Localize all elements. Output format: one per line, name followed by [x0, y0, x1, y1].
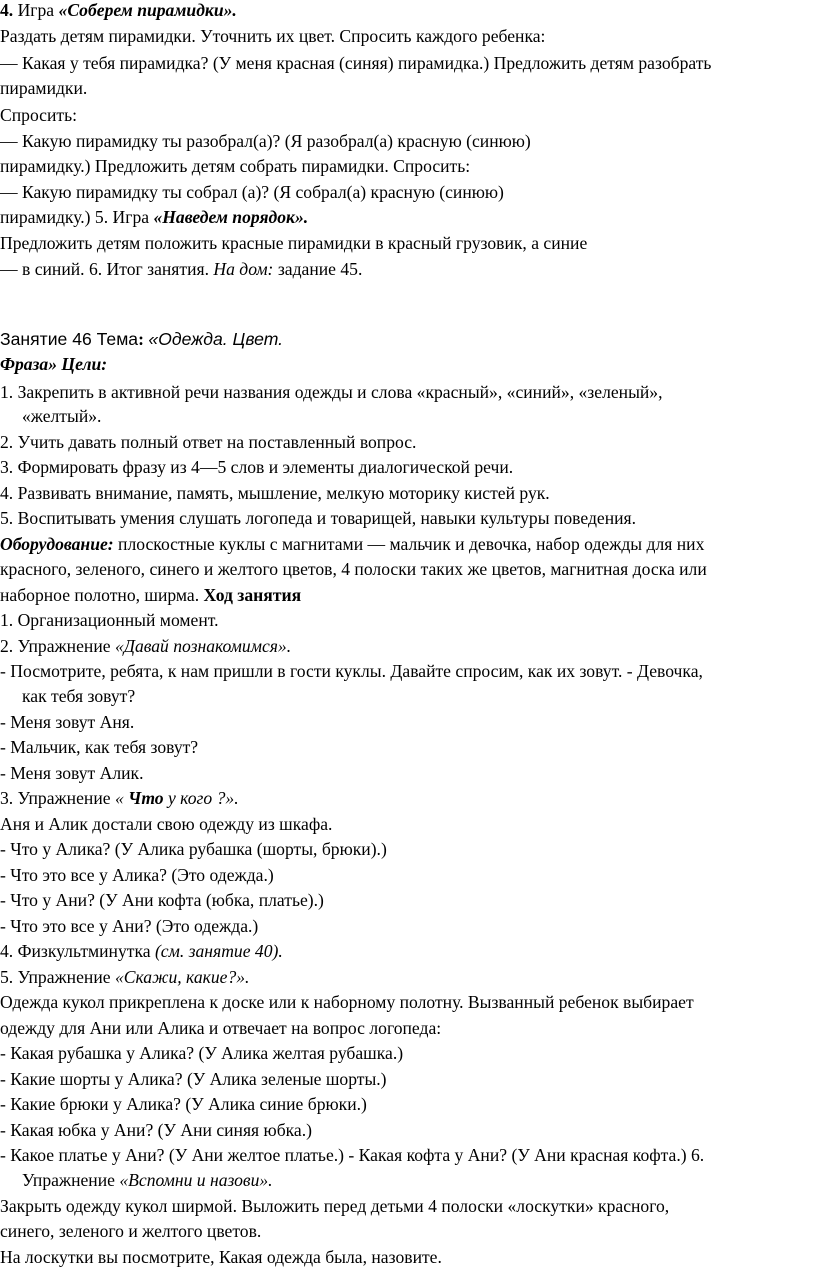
goal-item-4: 4. Развивать внимание, память, мышление, мелкую моторику кистей рук. — [0, 483, 550, 503]
text-line-3: — Какая у тебя пирамидка? (У меня красная (синяя) пирамидка.) Предложить детям разобрать — [0, 53, 712, 73]
dialog-line-10: - Какие шорты у Алика? (У Алика зеленые шорты.) — [0, 1069, 387, 1089]
goal-item-2: 2. Учить давать полный ответ на поставленный вопрос. — [0, 432, 417, 452]
equipment-line-1: Оборудование: плоскостные куклы с магнитами — мальчик и девочка, набор одежды для них — [0, 534, 705, 554]
dialog-line-12: - Какая юбка у Ани? (У Ани синяя юбка.) — [0, 1120, 312, 1140]
step-5: 5. Упражнение «Скажи, какие?». — [0, 967, 250, 987]
step-3: 3. Упражнение « Что у кого ?». — [0, 788, 239, 808]
text-line-step6-1: Закрыть одежду кукол ширмой. Выложить перед детьми 4 полоски «лоскутки» красного, — [0, 1196, 670, 1216]
step-4: 4. Физкультминутка (см. занятие 40). — [0, 941, 283, 961]
step-2: 2. Упражнение «Давай познакомимся». — [0, 636, 292, 656]
step-6: Упражнение «Вспомни и назови». — [22, 1170, 273, 1190]
dialog-line-1-cont: как тебя зовут? — [22, 686, 136, 706]
text-line-10: Предложить детям положить красные пирамидки в красный грузовик, а синие — [0, 233, 588, 253]
lesson-title: Занятие 46 Тема: «Одежда. Цвет. — [0, 329, 284, 349]
text-line-9: пирамидку.) 5. Игра «Наведем порядок». — [0, 207, 309, 227]
step-1: 1. Организационный момент. — [0, 610, 219, 630]
text-line-5: Спросить: — [0, 105, 78, 125]
text-line-1: 4. Игра «Соберем пирамидки». — [0, 0, 237, 20]
dialog-line-3: - Мальчик, как тебя зовут? — [0, 737, 199, 757]
dialog-line-13: - Какое платье у Ани? (У Ани желтое платье.) - Какая кофта у Ани? (У Ани красная кофта.) 6. — [0, 1145, 705, 1165]
text-line-11: — в синий. 6. Итог занятия. На дом: задание 45. — [0, 259, 363, 279]
dialog-line-9: - Какая рубашка у Алика? (У Алика желтая рубашка.) — [0, 1043, 404, 1063]
text-line-step6-2: синего, зеленого и желтого цветов. — [0, 1221, 262, 1241]
text-line-step5-1: Одежда кукол прикреплена к доске или к наборному полотну. Вызванный ребенок выбирает — [0, 992, 694, 1012]
dialog-line-11: - Какие брюки у Алика? (У Алика синие брюки.) — [0, 1094, 367, 1114]
equipment-line-2: красного, зеленого, синего и желтого цветов, 4 полоски таких же цветов, магнитная доска или — [0, 559, 707, 579]
goals-heading: Фраза» Цели: — [0, 354, 108, 374]
dialog-line-1: - Посмотрите, ребята, к нам пришли в гости куклы. Давайте спросим, как их зовут. - Девочка, — [0, 661, 703, 681]
goal-item-1: 1. Закрепить в активной речи названия одежды и слова «красный», «синий», «зеленый», — [0, 382, 663, 402]
text-line-step6-3: На лоскутки вы посмотрите, Какая одежда была, назовите. — [0, 1247, 442, 1267]
text-line-6: — Какую пирамидку ты разобрал(а)? (Я разобрал(а) красную (синюю) — [0, 131, 531, 151]
dialog-line-4: - Меня зовут Алик. — [0, 763, 144, 783]
dialog-line-7: - Что у Ани? (У Ани кофта (юбка, платье).) — [0, 890, 324, 910]
text-line-7: пирамидку.) Предложить детям собрать пирамидки. Спросить: — [0, 156, 471, 176]
equipment-line-3: наборное полотно, ширма. Ход занятия — [0, 585, 302, 605]
goal-item-3: 3. Формировать фразу из 4—5 слов и элементы диалогической речи. — [0, 457, 514, 477]
dialog-line-2: - Меня зовут Аня. — [0, 712, 135, 732]
dialog-line-5: - Что у Алика? (У Алика рубашка (шорты, брюки).) — [0, 839, 387, 859]
text-line-step5-2: одежду для Ани или Алика и отвечает на вопрос логопеда: — [0, 1018, 442, 1038]
goal-item-1-cont: «желтый». — [22, 406, 102, 426]
dialog-line-8: - Что это все у Ани? (Это одежда.) — [0, 916, 259, 936]
text-line-step3-intro: Аня и Алик достали свою одежду из шкафа. — [0, 814, 333, 834]
text-line-2: Раздать детям пирамидки. Уточнить их цвет. Спросить каждого ребенка: — [0, 26, 546, 46]
text-line-4: пирамидки. — [0, 78, 88, 98]
text-line-8: — Какую пирамидку ты собрал (а)? (Я собрал(а) красную (синюю) — [0, 182, 504, 202]
dialog-line-6: - Что это все у Алика? (Это одежда.) — [0, 865, 274, 885]
goal-item-5: 5. Воспитывать умения слушать логопеда и товарищей, навыки культуры поведения. — [0, 508, 637, 528]
